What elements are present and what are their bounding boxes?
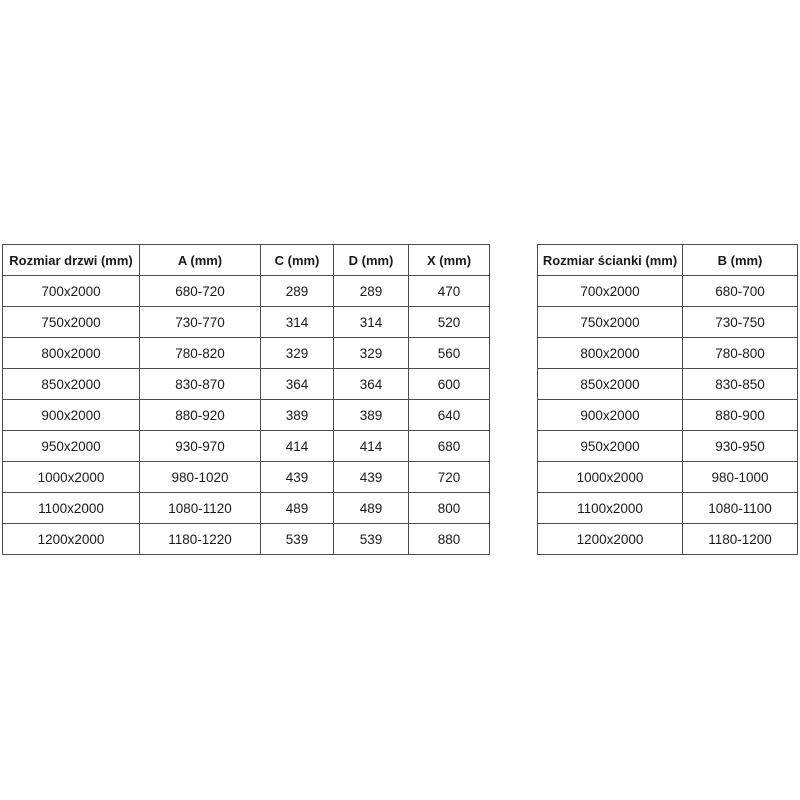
table-cell: 289 [334,276,409,307]
table-row [3,462,490,493]
table-cell: 539 [334,524,409,555]
table-cell: 1180-1200 [683,524,798,555]
table-cell: 1200x2000 [3,524,140,555]
table-cell: 980-1020 [140,462,261,493]
table-row [3,276,490,307]
table-cell: 1100x2000 [538,493,683,524]
table-cell: 439 [334,462,409,493]
table-cell: 1200x2000 [538,524,683,555]
table-cell: 329 [261,338,334,369]
table-cell: 389 [334,400,409,431]
table-cell: 930-970 [140,431,261,462]
table-cell: 680-700 [683,276,798,307]
table-cell: 414 [334,431,409,462]
table-cell: 289 [261,276,334,307]
table-row [538,431,798,462]
table-cell: 680-720 [140,276,261,307]
door-table-header [3,245,490,276]
table-cell: 950x2000 [3,431,140,462]
table-cell: 980-1000 [683,462,798,493]
table-row [3,524,490,555]
table-cell: 880-920 [140,400,261,431]
table-cell: 700x2000 [3,276,140,307]
table-cell: 520 [409,307,490,338]
table-cell: 1000x2000 [538,462,683,493]
table-cell: 900x2000 [538,400,683,431]
table-cell: 880-900 [683,400,798,431]
table-cell: 1000x2000 [3,462,140,493]
table-cell: 1080-1100 [683,493,798,524]
table-cell: 539 [261,524,334,555]
table-cell: 470 [409,276,490,307]
table-cell: 314 [334,307,409,338]
column-header: A (mm) [140,245,261,276]
table-cell: 880 [409,524,490,555]
table-cell: 640 [409,400,490,431]
table-cell: 850x2000 [3,369,140,400]
table-cell: 780-800 [683,338,798,369]
table-cell: 1080-1120 [140,493,261,524]
column-header: C (mm) [261,245,334,276]
table-row [538,524,798,555]
table-row [3,400,490,431]
table-cell: 720 [409,462,490,493]
table-cell: 850x2000 [538,369,683,400]
table-cell: 950x2000 [538,431,683,462]
table-cell: 314 [261,307,334,338]
table-cell: 329 [334,338,409,369]
table-cell: 680 [409,431,490,462]
table-row [538,338,798,369]
table-row [3,431,490,462]
wall-table-body [538,276,798,555]
table-cell: 830-870 [140,369,261,400]
table-cell: 389 [261,400,334,431]
table-cell: 930-950 [683,431,798,462]
table-cell: 800 [409,493,490,524]
table-row [538,462,798,493]
table-cell: 700x2000 [538,276,683,307]
table-cell: 439 [261,462,334,493]
table-cell: 364 [261,369,334,400]
table-row [3,369,490,400]
column-header: Rozmiar ścianki (mm) [538,245,683,276]
header-row [538,245,798,276]
table-row [538,307,798,338]
table-row [538,369,798,400]
table-cell: 800x2000 [3,338,140,369]
column-header: D (mm) [334,245,409,276]
table-row [538,276,798,307]
table-row [3,307,490,338]
table-cell: 730-770 [140,307,261,338]
door-dimensions-table [2,244,490,555]
column-header: B (mm) [683,245,798,276]
wall-table-header [538,245,798,276]
header-row [3,245,490,276]
table-cell: 800x2000 [538,338,683,369]
table-row [3,338,490,369]
table-cell: 1100x2000 [3,493,140,524]
table-cell: 489 [334,493,409,524]
table-cell: 830-850 [683,369,798,400]
door-table-body [3,276,490,555]
table-cell: 780-820 [140,338,261,369]
table-cell: 600 [409,369,490,400]
table-cell: 750x2000 [538,307,683,338]
table-cell: 489 [261,493,334,524]
column-header: Rozmiar drzwi (mm) [3,245,140,276]
table-row [3,493,490,524]
column-header: X (mm) [409,245,490,276]
table-cell: 414 [261,431,334,462]
table-row [538,400,798,431]
table-cell: 364 [334,369,409,400]
table-cell: 730-750 [683,307,798,338]
table-cell: 750x2000 [3,307,140,338]
table-cell: 1180-1220 [140,524,261,555]
table-cell: 900x2000 [3,400,140,431]
table-row [538,493,798,524]
wall-dimensions-table [537,244,798,555]
table-cell: 560 [409,338,490,369]
